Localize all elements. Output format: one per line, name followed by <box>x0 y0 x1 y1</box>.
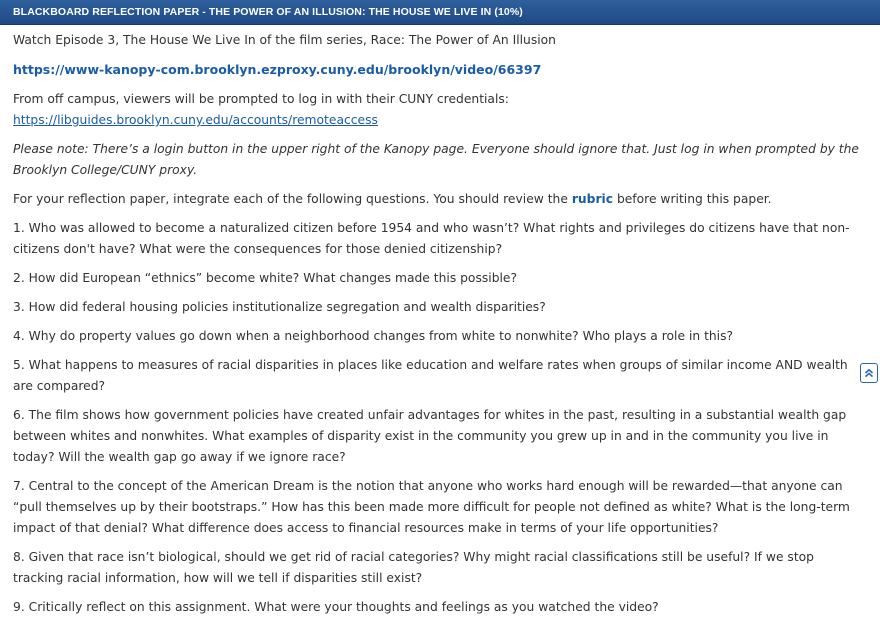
header-bar <box>0 0 880 25</box>
watch-instruction: Watch Episode 3, The House We Live In of the film series, Race: The Power of An Illusion <box>13 33 556 47</box>
question-8: 8. Given that race isn’t biological, should we get rid of racial categories? Why might racial classifications still be useful? If we stop tracking racial information, how will we tell if disparities still exist? <box>13 550 814 585</box>
rubric-link[interactable]: rubric <box>571 192 614 206</box>
reflection-instruction <box>13 189 868 210</box>
assignment-content <box>13 30 868 626</box>
question-3: 3. How did federal housing policies institutionalize segregation and wealth disparities? <box>13 300 546 314</box>
reflection-text-after: before writing this paper. <box>613 192 772 206</box>
question-9: 9. Critically reflect on this assignment. What were your thoughts and feelings as you watched the video? <box>13 600 659 614</box>
off-campus-text: From off campus, viewers will be prompted to log in with their CUNY credentials: <box>13 92 509 106</box>
question-4: 4. Why do property values go down when a neighborhood changes from white to nonwhite? Who plays a role in this? <box>13 329 734 343</box>
video-link[interactable]: https://www-kanopy-com.brooklyn.ezproxy.cuny.edu/brooklyn/video/66397 <box>13 62 542 77</box>
video-link-paragraph <box>13 59 868 81</box>
question-6: 6. The film shows how government policies have created unfair advantages for whites in the past, resulting in a substantial wealth gap between whites and nonwhites. What examples of disparity exist in the community you grew up in and in the community you live in today? Will the wealth gap go away if we ignore race? <box>13 408 847 464</box>
question-7: 7. Central to the concept of the American Dream is the notion that anyone who works hard enough will be rewarded—that anyone can “pull themselves up by their bootstraps.” How has this been made more difficult for people not defined as white? What is the long-term impact of that denial? What difference does access to financial resources make in terms of your life opportunities? <box>13 479 850 535</box>
off-campus-paragraph <box>13 89 868 131</box>
question-2: 2. How did European “ethnics” become white? What changes made this possible? <box>13 271 518 285</box>
remote-access-link[interactable]: https://libguides.brooklyn.cuny.edu/accounts/remoteaccess <box>13 113 378 127</box>
question-1: 1. Who was allowed to become a naturalized citizen before 1954 and who wasn’t? What rights and privileges do citizens have that non-citizens don't have? What were the consequences for those denied citizenship? <box>13 221 850 256</box>
scroll-to-top-button[interactable] <box>860 363 878 383</box>
question-5: 5. What happens to measures of racial disparities in places like education and welfare rates when groups of similar income AND wealth are compared? <box>13 358 848 393</box>
page-title: BLACKBOARD REFLECTION PAPER - THE POWER OF AN ILLUSION: THE HOUSE WE LIVE IN (10%) <box>13 6 523 18</box>
login-note: Please note: There’s a login button in the upper right of the Kanopy page. Everyone should ignore that. Just log in when prompted by the Brooklyn College/CUNY proxy. <box>13 142 859 177</box>
double-chevron-up-icon <box>864 368 874 378</box>
reflection-text-before: For your reflection paper, integrate each of the following questions. You should review the <box>13 192 572 206</box>
